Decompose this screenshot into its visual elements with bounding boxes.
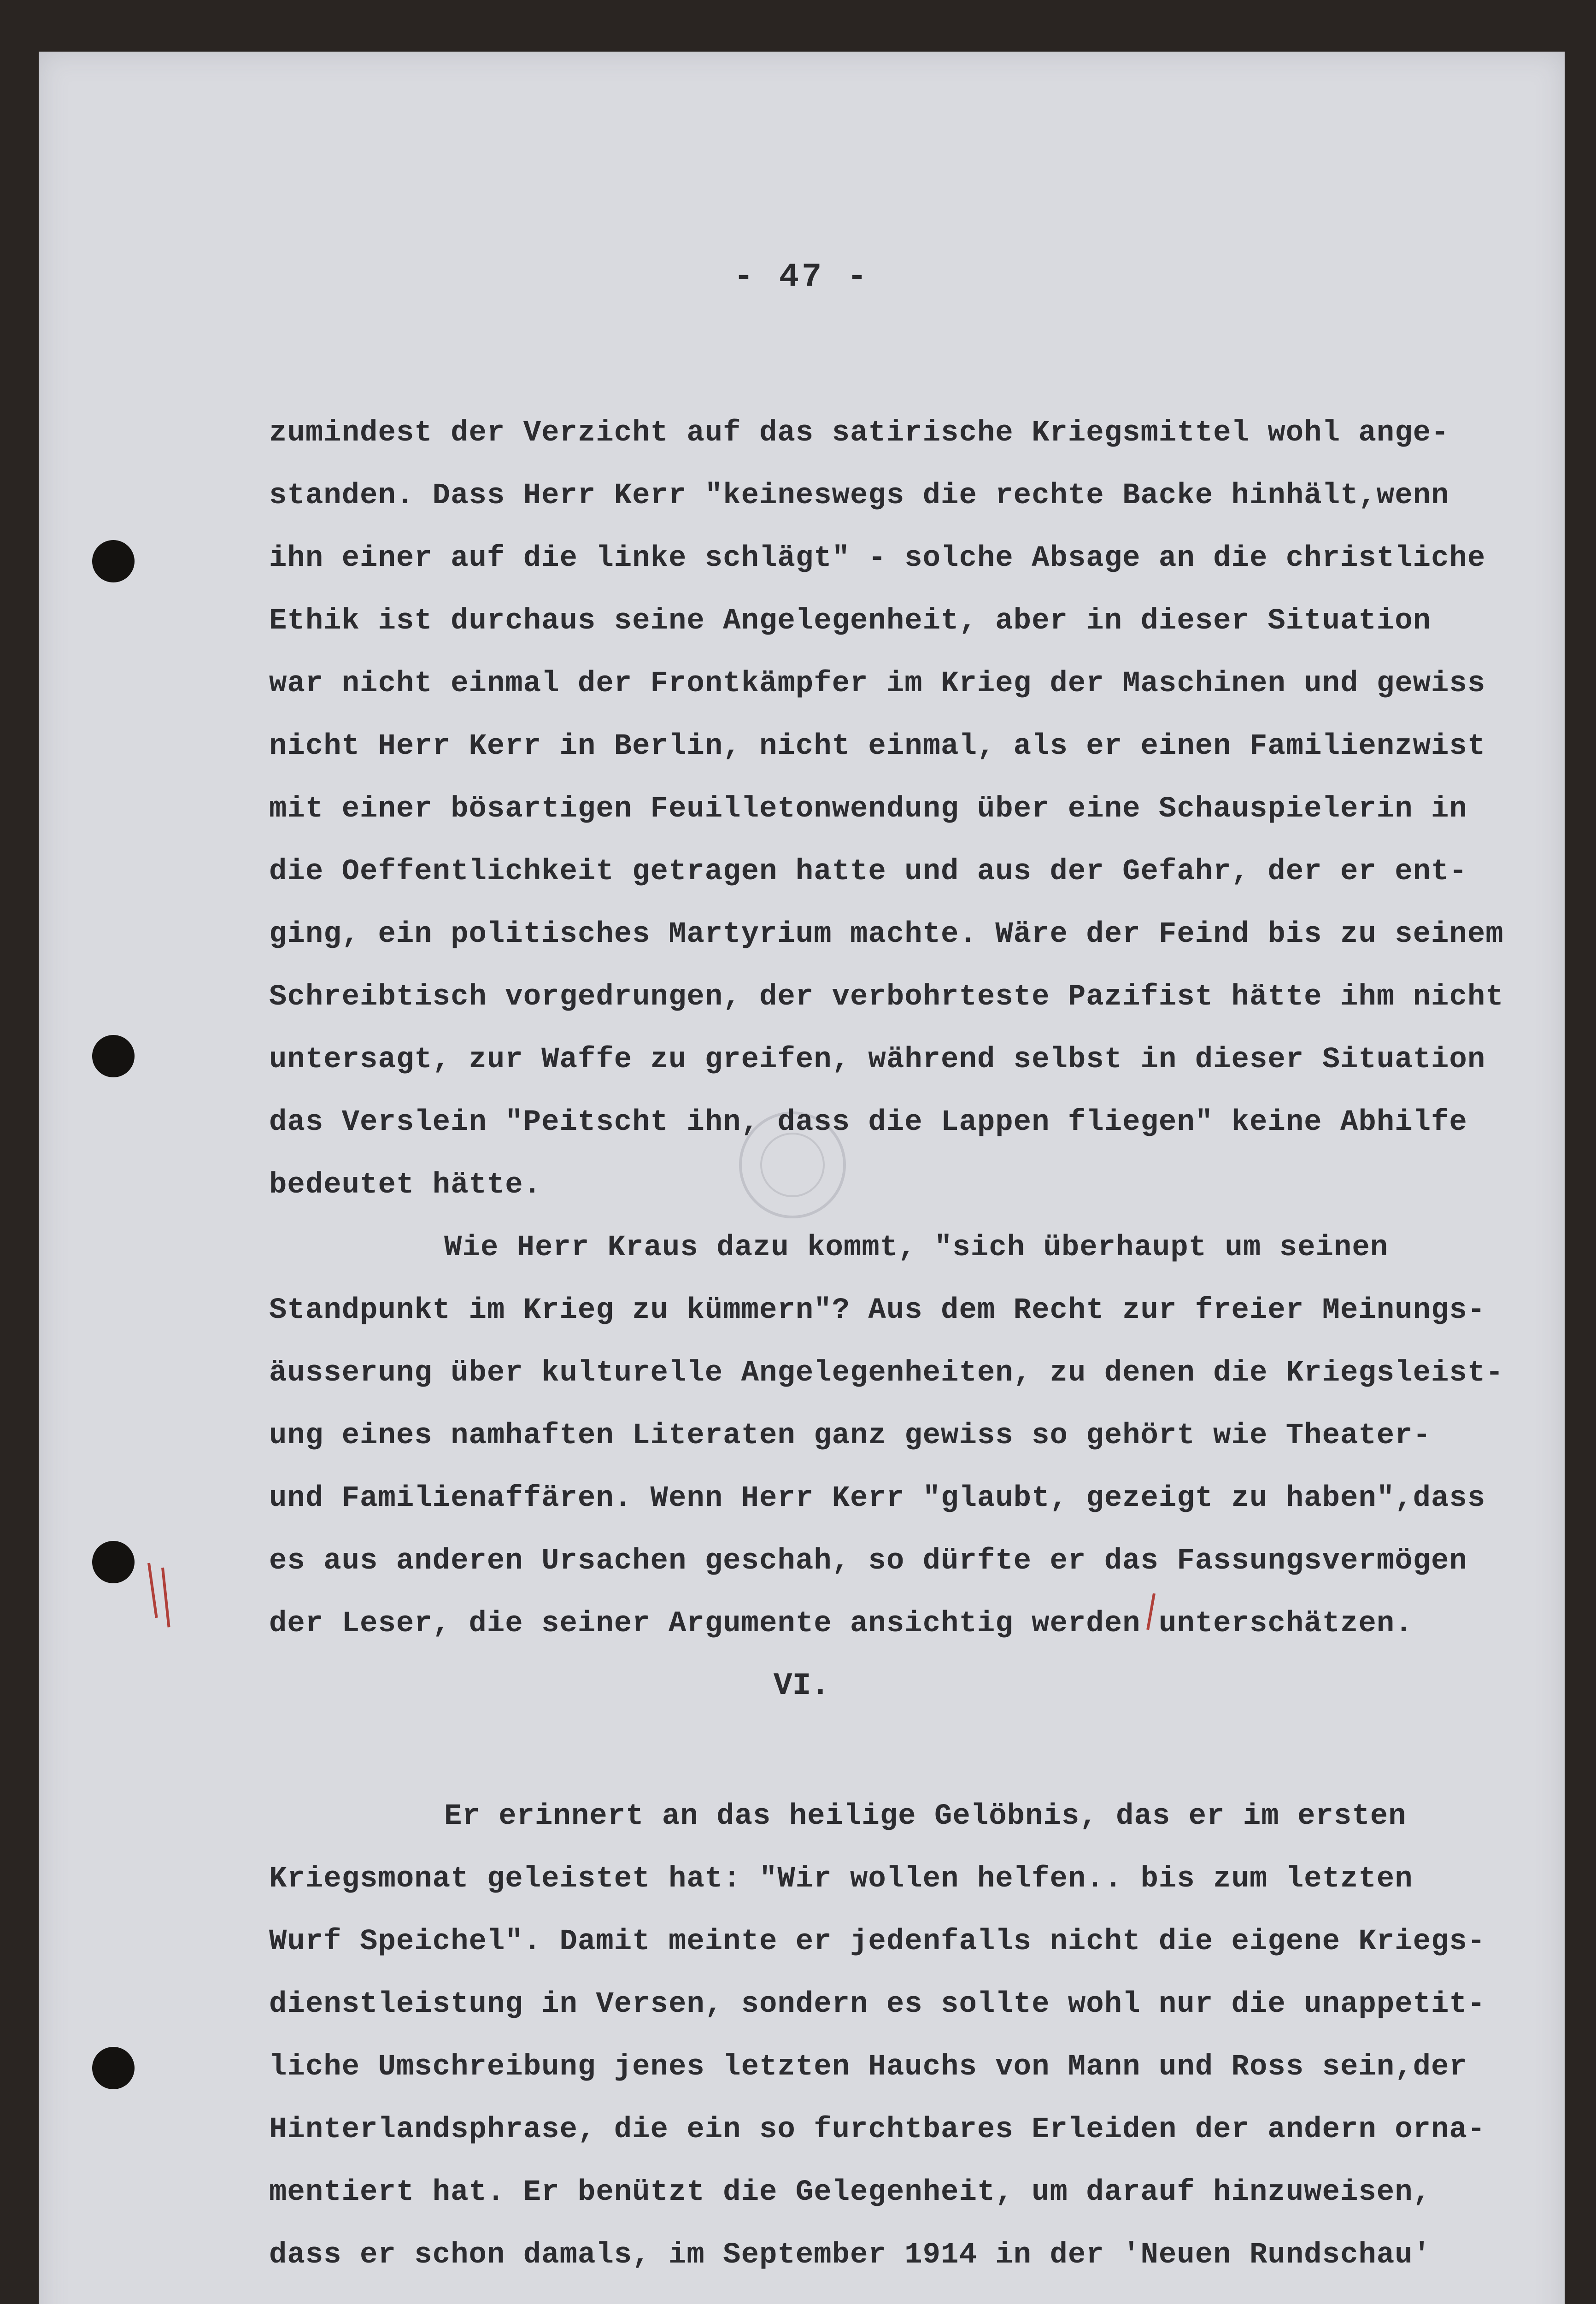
text-line: der Leser, die seiner Argumente ansichtig werden unterschätzen. bbox=[269, 1607, 1413, 1640]
text-line: ging, ein politisches Martyrium machte. Wäre der Feind bis zu seinem bbox=[269, 918, 1504, 951]
text-line: liche Umschreibung jenes letzten Hauchs von Mann und Ross sein,der bbox=[269, 2051, 1467, 2084]
text-line: bedeutet hätte. bbox=[269, 1169, 542, 1202]
text-line: Kriegsmonat geleistet hat: "Wir wollen helfen.. bis zum letzten bbox=[269, 1863, 1413, 1896]
text-line: war nicht einmal der Frontkämpfer im Krieg der Maschinen und gewiss bbox=[269, 667, 1486, 700]
text-line: zumindest der Verzicht auf das satirische Kriegsmittel wohl ange- bbox=[269, 417, 1449, 450]
text-line: äusserung über kulturelle Angelegenheiten, zu denen die Kriegsleist- bbox=[269, 1357, 1504, 1390]
text-line: untersagt, zur Waffe zu greifen, während selbst in dieser Situation bbox=[269, 1043, 1486, 1076]
punch-hole bbox=[92, 1035, 135, 1077]
text-line: Er erinnert an das heilige Gelöbnis, das er im ersten bbox=[444, 1800, 1407, 1833]
paragraph-2 bbox=[269, 1217, 1559, 1655]
text-line: Hinterlandsphrase, die ein so furchtbares Erleiden der andern orna- bbox=[269, 2113, 1486, 2146]
text-line: ihn einer auf die linke schlägt" - solche Absage an die christliche bbox=[269, 542, 1486, 575]
section-heading: VI. bbox=[773, 1668, 830, 1704]
punch-hole bbox=[92, 540, 135, 582]
text-line: Schreibtisch vorgedrungen, der verbohrteste Pazifist hätte ihm nicht bbox=[269, 981, 1504, 1014]
text-line: mit einer bösartigen Feuilletonwendung über eine Schauspielerin in bbox=[269, 793, 1467, 826]
punch-hole bbox=[92, 1541, 135, 1583]
text-line: die Oeffentlichkeit getragen hatte und aus der Gefahr, der er ent- bbox=[269, 855, 1467, 888]
text-line: das Verslein "Peitscht ihn, dass die Lappen fliegen" keine Abhilfe bbox=[269, 1106, 1467, 1139]
text-line: und Familienaffären. Wenn Herr Kerr "glaubt, gezeigt zu haben",dass bbox=[269, 1482, 1486, 1515]
pencil-mark bbox=[161, 1568, 170, 1628]
punch-hole bbox=[92, 2047, 135, 2089]
document-page bbox=[39, 52, 1565, 2304]
paragraph-1 bbox=[269, 402, 1559, 1217]
text-line: Ethik ist durchaus seine Angelegenheit, aber in dieser Situation bbox=[269, 605, 1431, 638]
paragraph-3 bbox=[269, 1785, 1559, 2286]
text-line: nicht Herr Kerr in Berlin, nicht einmal, als er einen Familienzwist bbox=[269, 730, 1486, 763]
text-line: Standpunkt im Krieg zu kümmern"? Aus dem Recht zur freier Meinungs- bbox=[269, 1294, 1486, 1327]
text-line: dienstleistung in Versen, sondern es sollte wohl nur die unappetit- bbox=[269, 1988, 1486, 2021]
text-line: es aus anderen Ursachen geschah, so dürfte er das Fassungsvermögen bbox=[269, 1545, 1467, 1578]
text-line: Wurf Speichel". Damit meinte er jedenfalls nicht die eigene Kriegs- bbox=[269, 1925, 1486, 1958]
text-line: mentiert hat. Er benützt die Gelegenheit, um darauf hinzuweisen, bbox=[269, 2176, 1431, 2209]
text-line: standen. Dass Herr Kerr "keineswegs die rechte Backe hinhält,wenn bbox=[269, 479, 1449, 512]
text-line: Wie Herr Kraus dazu kommt, "sich überhaupt um seinen bbox=[444, 1231, 1389, 1264]
page-number: - 47 - bbox=[733, 258, 870, 296]
text-line: dass er schon damals, im September 1914 in der 'Neuen Rundschau' bbox=[269, 2239, 1431, 2272]
pencil-mark bbox=[147, 1563, 158, 1618]
text-line: ung eines namhaften Literaten ganz gewiss so gehört wie Theater- bbox=[269, 1419, 1431, 1452]
